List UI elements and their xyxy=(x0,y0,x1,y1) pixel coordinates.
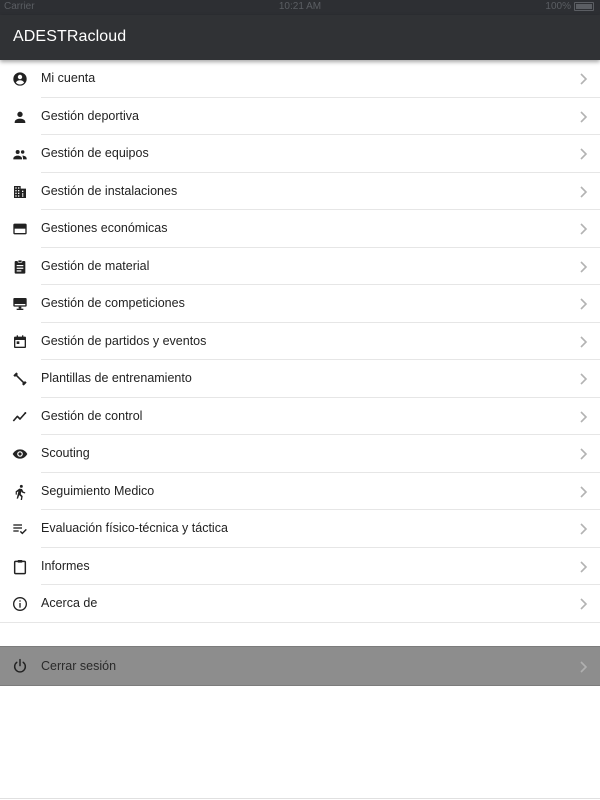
menu-item-mi-cuenta[interactable] xyxy=(0,60,600,98)
desktop-icon xyxy=(12,296,28,312)
menu-item-label: Informes xyxy=(41,558,90,573)
credit-card-icon xyxy=(12,221,28,237)
eye-icon xyxy=(12,446,28,462)
checklist-icon xyxy=(12,521,28,537)
menu-item-label: Mi cuenta xyxy=(41,71,96,85)
menu-item-label: Gestión de competiciones xyxy=(41,296,185,310)
menu-item-label: Gestión de equipos xyxy=(41,146,149,160)
power-icon xyxy=(12,658,28,674)
carrier-label: Carrier xyxy=(4,1,35,12)
logout-button[interactable] xyxy=(0,646,600,686)
chevron-right-icon xyxy=(578,223,588,235)
battery-icon xyxy=(574,2,594,11)
menu-item-gestion-deportiva[interactable] xyxy=(0,98,600,136)
menu-item-gestion-equipos[interactable] xyxy=(0,135,600,173)
bottom-divider xyxy=(0,798,600,799)
dumbbell-icon xyxy=(12,371,28,387)
logout-label: Cerrar sesión xyxy=(41,659,117,673)
battery-percent: 100% xyxy=(545,1,571,12)
chevron-right-icon xyxy=(578,298,588,310)
chevron-right-icon xyxy=(578,336,588,348)
info-icon xyxy=(12,596,28,612)
menu-item-plantillas-entrenamiento[interactable] xyxy=(0,360,600,398)
menu-item-acerca-de[interactable] xyxy=(0,585,600,623)
running-icon xyxy=(12,484,28,500)
menu-item-gestiones-economicas[interactable] xyxy=(0,210,600,248)
chevron-right-icon xyxy=(578,73,588,85)
menu-item-gestion-control[interactable] xyxy=(0,398,600,436)
chevron-right-icon xyxy=(578,111,588,123)
menu-item-label: Gestión deportiva xyxy=(41,108,139,123)
calendar-icon xyxy=(12,334,28,350)
menu-item-label: Evaluación físico-técnica y táctica xyxy=(41,521,228,535)
menu-item-evaluacion-fisico-tecnica[interactable] xyxy=(0,510,600,548)
menu-item-label: Gestión de material xyxy=(41,258,150,273)
menu-item-label: Seguimiento Medico xyxy=(41,483,155,498)
menu-item-gestion-instalaciones[interactable] xyxy=(0,173,600,211)
menu-item-gestion-material[interactable] xyxy=(0,248,600,286)
clipboard-icon xyxy=(12,559,28,575)
trending-icon xyxy=(12,409,28,425)
status-bar xyxy=(0,0,600,15)
menu-item-scouting[interactable] xyxy=(0,435,600,473)
group-icon xyxy=(12,146,28,162)
chevron-right-icon xyxy=(578,373,588,385)
main-menu xyxy=(0,60,600,623)
row-divider xyxy=(0,622,600,623)
menu-item-label: Gestión de control xyxy=(41,408,143,423)
battery-indicator xyxy=(545,1,594,12)
menu-item-label: Scouting xyxy=(41,446,90,460)
menu-item-label: Gestiones económicas xyxy=(41,221,168,235)
menu-item-seguimiento-medico[interactable] xyxy=(0,473,600,511)
chevron-right-icon xyxy=(578,598,588,610)
chevron-right-icon xyxy=(578,186,588,198)
app-title: ADESTRacloud xyxy=(13,28,127,45)
chevron-right-icon xyxy=(578,660,588,672)
menu-item-label: Gestión de partidos y eventos xyxy=(41,333,207,348)
menu-item-label: Gestión de instalaciones xyxy=(41,183,178,198)
menu-item-gestion-partidos-eventos[interactable] xyxy=(0,323,600,361)
clock-label: 10:21 AM xyxy=(278,1,322,12)
chevron-right-icon xyxy=(578,411,588,423)
chevron-right-icon xyxy=(578,261,588,273)
chevron-right-icon xyxy=(578,148,588,160)
chevron-right-icon xyxy=(578,561,588,573)
menu-item-label: Plantillas de entrenamiento xyxy=(41,371,192,385)
chevron-right-icon xyxy=(578,448,588,460)
building-icon xyxy=(12,184,28,200)
menu-item-informes[interactable] xyxy=(0,548,600,586)
app-header xyxy=(0,15,600,60)
chevron-right-icon xyxy=(578,523,588,535)
account-circle-icon xyxy=(12,71,28,87)
menu-item-label: Acerca de xyxy=(41,596,98,610)
menu-item-gestion-competiciones[interactable] xyxy=(0,285,600,323)
clipboard-list-icon xyxy=(12,259,28,275)
person-icon xyxy=(12,109,28,125)
chevron-right-icon xyxy=(578,486,588,498)
